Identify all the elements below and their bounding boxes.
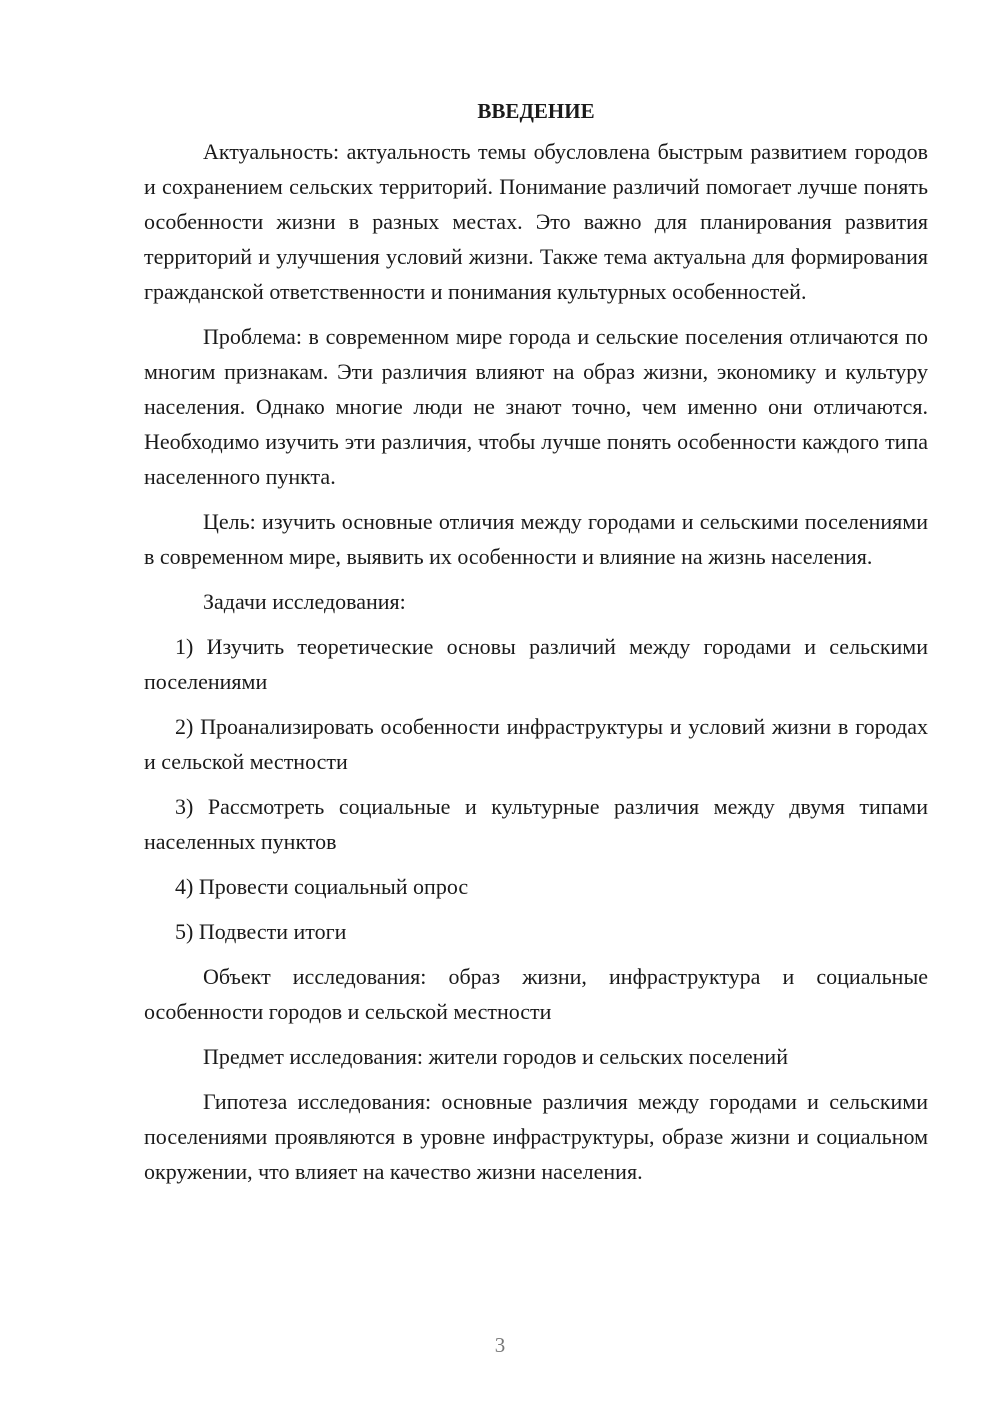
problem-paragraph: Проблема: в современном мире города и сельские поселения отличаются по многим признакам. Эти различия влияют на образ жизни, экономику и культуру населения. Однако многие люди не знают точно, чем именно они отличаются. Необходимо изучить эти различия, чтобы лучше понять особенности каждого типа населенного пункта. [144,324,928,489]
hypothesis-paragraph: Гипотеза исследования: основные различия между городами и сельскими поселениями проявляются в уровне инфраструктуры, образе жизни и социальном окружении, что влияет на качество жизни населения. [144,1089,928,1184]
subject-paragraph: Предмет исследования: жители городов и сельских поселений [203,1044,788,1069]
goal-paragraph: Цель: изучить основные отличия между городами и сельскими поселениями в современном мире, выявить их особенности и влияние на жизнь населения. [144,509,928,569]
document-page [144,96,928,1199]
list-item: 5) Подвести итоги [175,919,347,944]
list-item: 4) Провести социальный опрос [175,874,469,899]
relevance-paragraph: Актуальность: актуальность темы обусловлена быстрым развитием городов и сохранением сельских территорий. Понимание различий помогает лучше понять особенности жизни в разных местах. Это важно для планирования развития территорий и улучшения условий жизни. Также тема актуальна для формирования гражданской ответственности и понимания культурных особенностей. [144,139,928,304]
tasks-list [144,629,928,949]
list-item: 3) Рассмотреть социальные и культурные различия между двумя типами населенных пунктов [144,794,928,854]
page-number: 3 [494,1333,506,1357]
list-item: 2) Проанализировать особенности инфраструктуры и условий жизни в городах и сельской местности [144,714,928,774]
object-paragraph: Объект исследования: образ жизни, инфраструктура и социальные особенности городов и сельской местности [144,964,928,1024]
list-item: 1) Изучить теоретические основы различий между городами и сельскими поселениями [144,634,928,694]
tasks-heading: Задачи исследования: [203,589,406,614]
page-title: ВВЕДЕНИЕ [477,99,595,123]
